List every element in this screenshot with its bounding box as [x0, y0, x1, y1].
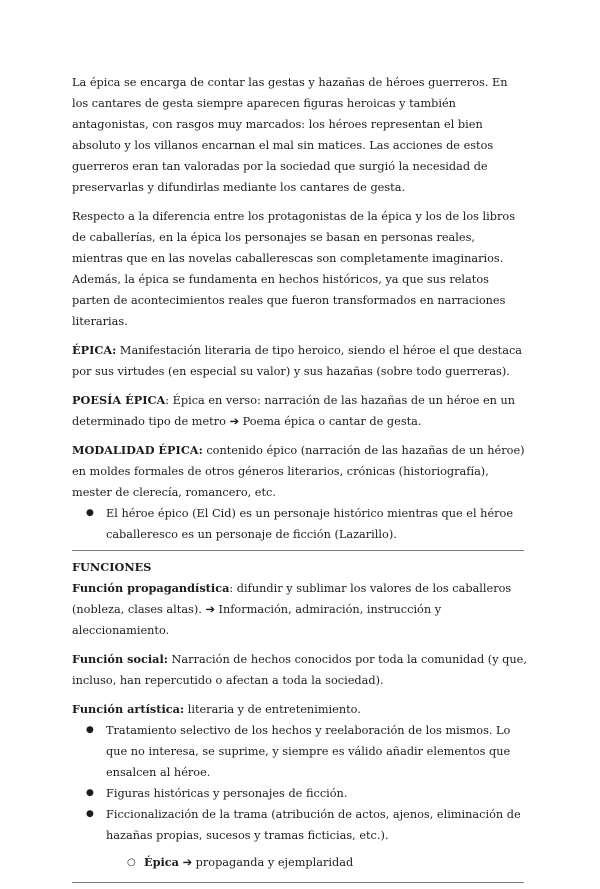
function-text: literaria y de entretenimiento. [184, 703, 361, 716]
definition-term: MODALIDAD ÉPICA: [72, 443, 203, 457]
bullet-icon: ● [86, 788, 94, 798]
difference-paragraph: Respecto a la diferencia entre los protagonistas de la épica y los de los libros de caballerías, en la épica los personajes se basan en personas reales, mientras que en las novelas caballerescas son completamente imaginarios. Además, la épica se fundamenta en hechos históricos, ya que sus relatos parten de acontecimientos reales que fueron transformados en narraciones literarias. [72, 210, 516, 328]
bullet-icon: ● [86, 809, 94, 819]
function-artistica [72, 699, 527, 720]
definition-epica [72, 340, 527, 382]
definition-poesia-epica [72, 390, 527, 432]
function-text: Narración de hechos conocidos por toda la comunidad (y que, incluso, han repercutido o afectan a toda la sociedad). [72, 653, 527, 687]
function-propagandistica [72, 578, 527, 641]
bullet-icon: ● [86, 725, 94, 735]
hollow-bullet-icon: ○ [127, 857, 136, 868]
list-item: ● Ficcionalización de la trama (atribución de actos, ajenos, eliminación de hazañas propias, sucesos y tramas ficticias, etc.). [72, 804, 527, 846]
definition-text: contenido épico (narración de las hazañas de un héroe) en moldes formales de otros géneros literarios, crónicas (historiografía), mester de clerecía, romancero, etc. [72, 444, 525, 499]
document-page [72, 72, 527, 889]
intro-paragraph: La épica se encarga de contar las gestas y hazañas de héroes guerreros. En los cantares de gesta siempre aparecen figuras heroicas y también antagonistas, con rasgos muy marcados: los héroes representan el bien absoluto y los villanos encarnan el mal sin matices. Las acciones de estos guerreros eran tan valoradas por la sociedad que surgió la necesidad de preservarlas y difundirlas mediante los cantares de gesta. [72, 76, 508, 194]
divider [72, 550, 524, 551]
bullet-icon: ● [86, 508, 94, 518]
definition-modalidad-epica [72, 440, 527, 503]
function-term: Función social: [72, 652, 168, 666]
section-title: FUNCIONES [72, 560, 152, 574]
function-term: Función artística: [72, 702, 185, 716]
list-item: ● Tratamiento selectivo de los hechos y reelaboración de los mismos. Lo que no interesa, se suprime, y siempre es válido añadir elementos que ensalcen al héroe. [72, 720, 527, 783]
artistica-list [72, 720, 527, 846]
definition-text: Manifestación literaria de tipo heroico, siendo el héroe el que destaca por sus virtudes (en especial su valor) y sus hazañas (sobre todo guerreras). [72, 344, 523, 378]
list-item: ● El héroe épico (El Cid) es un personaje histórico mientras que el héroe caballeresco es un personaje de ficción (Lazarillo). [72, 503, 527, 545]
function-term: Función propagandística [72, 581, 230, 595]
function-social [72, 649, 527, 691]
sub-list-item: ○ Épica ➔ propaganda y ejemplaridad [72, 852, 527, 873]
function-text: : difundir y sublimar los valores de los caballeros (nobleza, clases altas). ➔ Información, admiración, instrucción y aleccionamiento. [72, 582, 512, 637]
list-item: ● Figuras históricas y personajes de ficción. [72, 783, 527, 804]
definition-term: ÉPICA: [72, 343, 117, 357]
definition-term: POESÍA ÉPICA [72, 393, 166, 407]
divider [72, 882, 524, 883]
definition-text: : Épica en verso: narración de las hazañas de un héroe en un determinado tipo de metro ➔ Poema épica o cantar de gesta. [72, 394, 516, 428]
sub-list [72, 852, 527, 873]
heroe-list [72, 503, 527, 545]
